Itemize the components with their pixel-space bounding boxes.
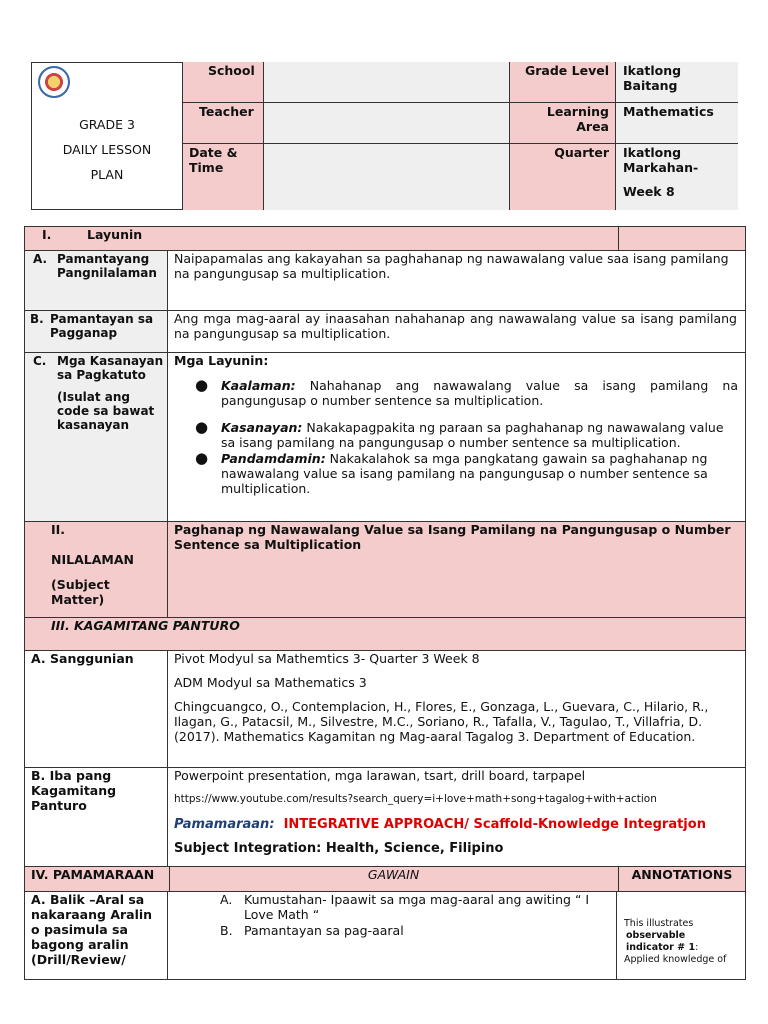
row-label: sa Pagkatuto — [57, 368, 146, 382]
balik-aral-label: A. Balik –Aral sa — [31, 892, 145, 907]
kagamitan-title: III. KAGAMITANG PANTURO — [51, 618, 240, 633]
kagamitan-header-row — [24, 618, 746, 651]
teacher-label: Teacher — [199, 104, 254, 119]
pamamaraan-title: IV. PAMAMARAAN — [31, 867, 155, 882]
step-text: Kumustahan- Ipaawit sa mga mag-aaral ang awiting “ I Love Math “ — [244, 892, 590, 922]
bullet-icon: ● — [195, 418, 209, 436]
objective-item — [168, 451, 746, 496]
row-marker: B. — [30, 312, 44, 326]
column-divider — [618, 227, 619, 250]
row-label: Pamantayan sa — [50, 312, 154, 326]
balik-aral-label-cell — [24, 892, 168, 980]
layunin-header-row — [24, 226, 746, 251]
quarter-value: Ikatlong — [623, 145, 682, 160]
title-line: DAILY LESSON — [62, 142, 152, 157]
teacher-label-cell — [183, 103, 264, 144]
title-line: GRADE 3 — [79, 117, 135, 132]
nilalaman-text-cell — [168, 522, 746, 618]
nilalaman-text: Paghanap ng Nawawalang Value sa Isang Pamilang na Pangungusap o Number Sentence sa Multiplication — [174, 522, 731, 552]
step-marker: B. — [220, 923, 233, 938]
quarter-value-cell — [616, 144, 738, 210]
materials-text: Powerpoint presentation, mga larawan, tsart, drill board, tarpapel — [174, 768, 586, 783]
layunin-title: Layunin — [87, 227, 143, 242]
row-marker: A. — [33, 252, 48, 266]
reference-line: ADM Modyul sa Mathematics 3 — [174, 675, 367, 690]
annotation-line: This illustrates — [624, 918, 694, 929]
sanggunian-text-cell — [168, 651, 746, 768]
iba-pang-label: Panturo — [31, 798, 87, 813]
pamantayang-label-cell — [24, 251, 168, 311]
row-label: Pagganap — [50, 326, 118, 340]
learning-area-label: Learning — [546, 104, 609, 119]
pagganap-label-cell — [24, 311, 168, 353]
grade-level-value: Ikatlong — [623, 63, 682, 78]
annotation-colon: : — [695, 942, 699, 953]
objective-term: Kaalaman: — [221, 378, 296, 393]
balik-aral-label: o pasimula sa — [31, 922, 128, 937]
deped-seal-icon — [38, 66, 70, 98]
kasanayan-text-cell — [168, 353, 746, 522]
iba-pang-label: B. Iba pang — [31, 768, 112, 783]
objective-term: Kasanayan: — [221, 420, 303, 435]
youtube-link[interactable]: https://www.youtube.com/results?search_query=i+love+math+song+tagalog+with+action — [174, 793, 657, 805]
pamantayang-text: Naipapamalas ang kakayahan sa paghahanap ng nawawalang value saa isang pamilang na pangungusap sa multiplication. — [174, 251, 729, 281]
kasanayan-label-cell — [24, 353, 168, 522]
iba-pang-label-cell — [24, 768, 168, 867]
gawain-header: GAWAIN — [367, 867, 420, 882]
header-title-cell — [31, 62, 183, 210]
nilalaman-label-cell — [24, 522, 168, 618]
sanggunian-label: A. Sanggunian — [31, 651, 134, 666]
gawain-cell — [168, 892, 617, 980]
iba-pang-text-cell — [168, 768, 746, 867]
grade-level-label: Grade Level — [525, 63, 609, 78]
step-text: Pamantayan sa pag-aaral — [244, 923, 404, 938]
pamamaraan-label: Pamamaraan: — [174, 817, 275, 832]
objective-text: Nakakalahok sa mga pangkatang gawain sa paghahanap ng nawawalang value sa isang pamilang na pangungusap o number sentence sa multiplication. — [221, 451, 708, 496]
grade-level-value-cell — [616, 62, 738, 103]
quarter-label: Quarter — [554, 145, 609, 160]
row-label: Mga Kasanayan — [57, 354, 164, 368]
reference-line: Pivot Modyul sa Mathemtics 3- Quarter 3 Week 8 — [174, 651, 480, 666]
quarter-value: Markahan- — [623, 160, 699, 175]
row-label: Pamantayang — [57, 252, 150, 266]
nilalaman-num: II. — [51, 522, 66, 537]
layunin-num: I. — [42, 227, 52, 242]
pagganap-text-cell — [168, 311, 746, 353]
row-note: code sa bawat — [57, 404, 155, 418]
iba-pang-label: Kagamitang — [31, 783, 117, 798]
quarter-value: Week 8 — [623, 184, 675, 199]
pagganap-text: Ang mga mag-aaral ay inaasahan nahahanap ang nawawalang value sa isang pamilang na pangungusap sa multiplication. — [174, 311, 737, 341]
annotations-header: ANNOTATIONS — [631, 867, 733, 882]
learning-area-value: Mathematics — [623, 104, 714, 119]
annotation-line: Applied knowledge of — [624, 954, 727, 965]
date-time-value-cell[interactable] — [264, 144, 510, 210]
pamantayang-text-cell — [168, 251, 746, 311]
annotation-indicator: indicator # 1 — [626, 942, 696, 953]
title-line: PLAN — [90, 167, 124, 182]
objective-text: Nahahanap ang nawawalang value sa isang pamilang na pangungusap o number sentence sa multiplication. — [221, 378, 738, 408]
annotation-line: observable — [626, 930, 686, 941]
pamamaraan-header-row — [24, 867, 746, 892]
grade-level-label-cell — [510, 62, 616, 103]
date-time-label-cell — [183, 144, 264, 210]
school-label-cell — [183, 62, 264, 103]
nilalaman-label: NILALAMAN — [51, 552, 134, 567]
learning-area-value-cell — [616, 103, 738, 144]
learning-area-label-cell — [510, 103, 616, 144]
annotations-cell — [617, 892, 746, 980]
school-value-cell[interactable] — [264, 62, 510, 103]
grade-level-value: Baitang — [623, 78, 678, 93]
learning-area-label: Area — [576, 119, 609, 134]
school-label: School — [208, 63, 255, 78]
nilalaman-sub: (Subject — [51, 577, 110, 592]
row-marker: C. — [33, 354, 47, 368]
date-time-label: Time — [189, 160, 224, 175]
subject-integration: Subject Integration: Health, Science, Filipino — [174, 841, 504, 856]
layunin-heading: Mga Layunin: — [174, 353, 269, 368]
nilalaman-sub: Matter) — [51, 592, 105, 607]
bullet-icon: ● — [195, 376, 209, 394]
teacher-value-cell[interactable] — [264, 103, 510, 144]
objective-term: Pandamdamin: — [221, 451, 326, 466]
balik-aral-label: bagong aralin — [31, 937, 129, 952]
quarter-label-cell — [510, 144, 616, 210]
row-note: kasanayan — [57, 418, 130, 432]
objective-item — [168, 420, 746, 450]
objective-text: Nakakapagpakita ng paraan sa paghahanap ng nawawalang value sa isang pamilang na pangungusap o number sentence sa multiplication. — [221, 420, 724, 450]
step-marker: A. — [220, 892, 233, 907]
pamamaraan-line — [174, 817, 706, 832]
balik-aral-label: (Drill/Review/ — [31, 952, 126, 967]
reference-line: Chingcuangco, O., Contemplacion, H., Flores, E., Gonzaga, L., Guevara, C., Hilario, R., Ilagan, G., Patacsil, M., Silvestre, M.C., Soriano, R., Tafalla, V., Tagulao, T., Villafria, D. (2017). Mathematics Kagamitan ng Mag-aaral Tagalog 3. Department of Education. — [174, 699, 709, 744]
sanggunian-label-cell — [24, 651, 168, 768]
row-note: (Isulat ang — [57, 390, 130, 404]
bullet-icon: ● — [195, 449, 209, 467]
pamamaraan-value: INTEGRATIVE APPROACH/ Scaffold-Knowledge Integratjon — [274, 817, 706, 832]
objective-item — [168, 378, 746, 408]
balik-aral-label: nakaraang Aralin — [31, 907, 153, 922]
row-label: Pangnilalaman — [57, 266, 157, 280]
date-time-label: Date & — [189, 145, 238, 160]
